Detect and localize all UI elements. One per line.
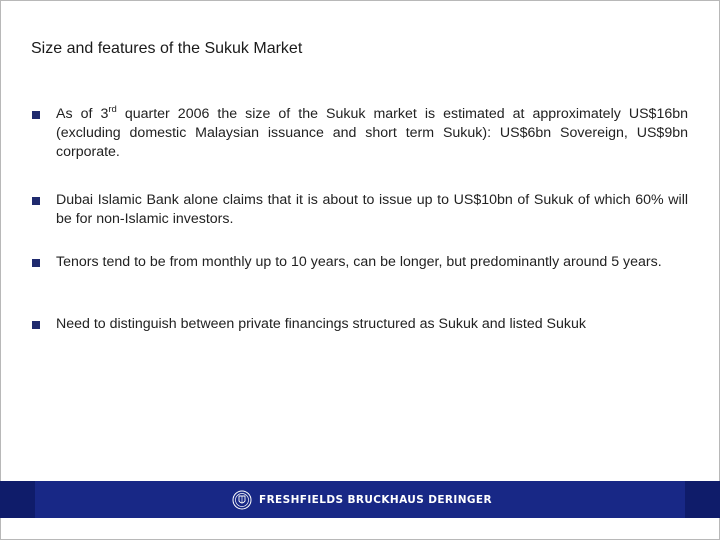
bullet-square-icon <box>32 197 40 205</box>
bullet-square-icon <box>32 321 40 329</box>
crest-icon <box>232 490 252 510</box>
bullet-text: Dubai Islamic Bank alone claims that it is about to issue up to US$10bn of Sukuk of which 60% will be for non-Islamic investors. <box>56 192 688 227</box>
footer-bar <box>0 481 720 518</box>
bullet-square-icon <box>32 259 40 267</box>
slide-title: Size and features of the Sukuk Market <box>31 40 303 57</box>
footer-left-block <box>0 481 35 518</box>
footer-brand <box>232 489 492 511</box>
bullet-text: Tenors tend to be from monthly up to 10 years, can be longer, but predominantly around 5 years. <box>56 254 662 270</box>
bullet-square-icon <box>32 111 40 119</box>
bullet-text: Need to distinguish between private financings structured as Sukuk and listed Sukuk <box>56 316 586 332</box>
brand-name: FRESHFIELDS BRUCKHAUS DERINGER <box>259 494 492 506</box>
bullet-text: As of 3rd quarter 2006 the size of the Sukuk market is estimated at approximately US$16bn (excluding domestic Malaysian issuance and short term Sukuk): US$6bn Sovereign, US$9bn corporate. <box>56 104 689 160</box>
footer-right-block <box>685 481 720 518</box>
